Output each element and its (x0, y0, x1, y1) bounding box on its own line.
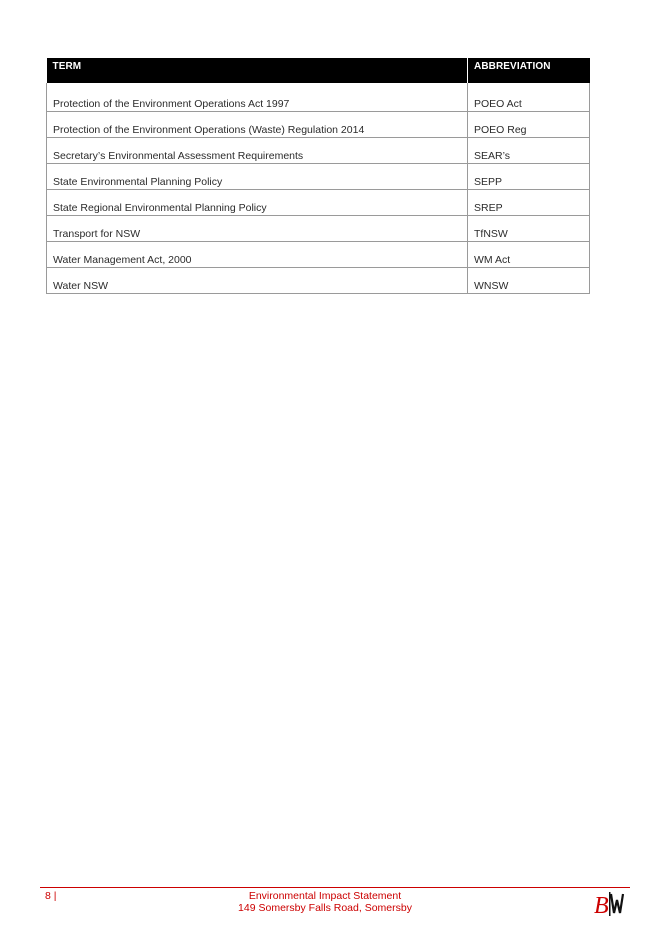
table-header-row (47, 58, 590, 83)
footer-document-info (175, 890, 475, 914)
term-cell: State Regional Environmental Planning Policy (47, 190, 468, 216)
table-row (47, 268, 590, 294)
term-cell: Protection of the Environment Operations Act 1997 (47, 83, 468, 112)
svg-text:B: B (594, 893, 609, 917)
abbreviation-cell: WM Act (468, 242, 590, 268)
abbreviation-cell: TfNSW (468, 216, 590, 242)
table-row (47, 216, 590, 242)
footer-divider (40, 887, 630, 888)
abbreviation-cell: SEPP (468, 164, 590, 190)
abbreviation-cell: POEO Act (468, 83, 590, 112)
term-cell: Transport for NSW (47, 216, 468, 242)
page-number: 8 | (45, 890, 57, 902)
term-column-header: TERM (47, 58, 468, 83)
term-cell: Water NSW (47, 268, 468, 294)
abbreviation-cell: POEO Reg (468, 112, 590, 138)
table-row (47, 242, 590, 268)
term-cell: Water Management Act, 2000 (47, 242, 468, 268)
abbreviation-cell: WNSW (468, 268, 590, 294)
table-row (47, 164, 590, 190)
abbreviation-cell: SREP (468, 190, 590, 216)
document-title: Environmental Impact Statement (248, 890, 402, 902)
abbreviation-cell: SEAR’s (468, 138, 590, 164)
table-row (47, 190, 590, 216)
company-logo (594, 889, 628, 917)
table-row (47, 83, 590, 112)
abbreviation-column-header: ABBREVIATION (468, 58, 590, 83)
term-cell: State Environmental Planning Policy (47, 164, 468, 190)
term-cell: Secretary’s Environmental Assessment Requirements (47, 138, 468, 164)
term-cell: Protection of the Environment Operations (Waste) Regulation 2014 (47, 112, 468, 138)
abbreviations-table (46, 58, 590, 294)
document-address: 149 Somersby Falls Road, Somersby (238, 902, 412, 914)
table-row (47, 112, 590, 138)
table-row (47, 138, 590, 164)
